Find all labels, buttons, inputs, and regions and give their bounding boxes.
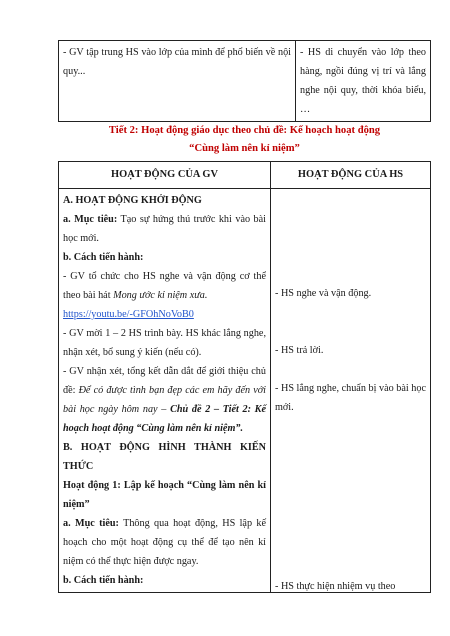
gv-column — [59, 189, 271, 593]
activity-1-heading: Hoạt động 1: Lập kế hoạch “Cùng làm nên kỉ niệm” — [63, 480, 266, 510]
hd1-objective-label: a. Mục tiêu: — [63, 518, 119, 529]
header-gv: HOẠT ĐỘNG CỦA GV — [59, 162, 271, 189]
a-objective-label: a. Mục tiêu: — [63, 214, 118, 225]
header-row — [59, 162, 431, 189]
hs-step-4: - HS thực hiện nhiệm vụ theo — [275, 581, 396, 592]
song-title: Mong ước kỉ niệm xưa. — [113, 290, 208, 301]
hd1-objective — [63, 514, 266, 571]
lesson-title: Tiết 2: Hoạt động giáo dục theo chủ đề: Kế hoạch hoạt động — [108, 125, 381, 136]
hs-column — [271, 189, 431, 593]
lesson-subtitle: “Cùng làm nên kỉ niệm” — [189, 143, 300, 154]
top-hs-cell — [296, 41, 431, 122]
youtube-link[interactable]: https://youtu.be/-GFOhNoVoB0 — [63, 309, 194, 320]
a-objective-text: Tạo sự hứng thú trước khi vào bài học mới. — [63, 214, 266, 244]
hs-step-1: - HS nghe và vận động. — [275, 288, 372, 299]
gv-step-1-text: - GV tổ chức cho HS nghe và vận động cơ thể theo bài hát — [63, 271, 266, 301]
gv-step-3-text: - GV nhận xét, tổng kết dẫn dắt để giới thiệu chủ đề: — [63, 366, 266, 396]
top-hs-text: - HS di chuyển vào lớp theo hàng, ngồi đúng vị trí và lắng nghe nội quy, thời khóa biểu, … — [300, 47, 426, 115]
gv-step-1 — [63, 267, 266, 305]
a-objective — [63, 210, 266, 248]
gv-step-3-bold: Chủ đề 2 – Tiết 2: Kế hoạch hoạt động “Cùng làm nên kỉ niệm”. — [63, 404, 266, 434]
gv-step-3 — [63, 362, 266, 438]
hd1-objective-text: Thông qua hoạt động, HS lập kế hoạch cho một hoạt động cụ thể để tạo nên kỉ niệm có thể thực hiện được ngay. — [63, 518, 267, 567]
section-b-heading: B. HOẠT ĐỘNG HÌNH THÀNH KIẾN THỨC — [63, 442, 266, 472]
top-gv-cell — [59, 41, 296, 122]
header-hs: HOẠT ĐỘNG CỦA HS — [271, 162, 431, 189]
top-table — [58, 40, 431, 122]
a-procedure-label: b. Cách tiến hành: — [63, 252, 144, 263]
main-table — [58, 161, 431, 593]
gv-step-3-italic: Để có được tình bạn đẹp các em hãy đến với bài học ngày hôm nay – — [63, 385, 266, 415]
top-gv-text: - GV tập trung HS vào lớp của mình để phổ biến về nội quy... — [63, 47, 291, 77]
section-a-heading: A. HOẠT ĐỘNG KHỞI ĐỘNG — [63, 195, 202, 206]
hd1-procedure-label: b. Cách tiến hành: — [63, 575, 144, 586]
hs-step-3: - HS lắng nghe, chuẩn bị vào bài học mới. — [275, 383, 426, 413]
hs-step-2: - HS trả lời. — [275, 345, 324, 356]
gv-step-2: - GV mời 1 – 2 HS trình bày. HS khác lắng nghe, nhận xét, bổ sung ý kiến (nếu có). — [63, 328, 266, 358]
